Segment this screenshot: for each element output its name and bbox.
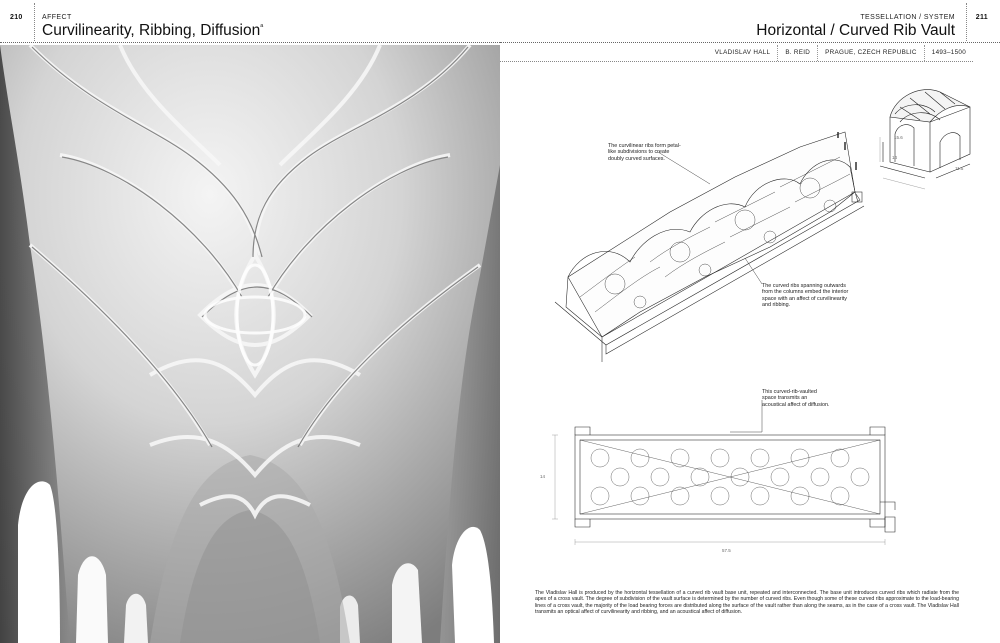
meta-location: PRAGUE, CZECH REPUBLIC	[817, 45, 924, 61]
left-header-rule	[0, 42, 500, 43]
project-meta-row	[708, 45, 973, 61]
left-page-number: 210	[10, 14, 23, 21]
dim-plan-length: 57.5	[722, 548, 731, 553]
hall-plan	[575, 427, 895, 532]
left-section-label: AFFECT	[42, 14, 72, 21]
unit-axonometric	[880, 90, 970, 178]
right-page-title: Horizontal / Curved Rib Vault	[756, 22, 955, 39]
body-paragraph: The Vladislav Hall is produced by the horizontal tessellation of a curved rib vault base unit, repeated and interconnected. The base unit introduces curved ribs which radiate from the apex of a cross vault. The degree of subdivision of the vault surface is determined by the number of curved ribs. Even though some of these curved ribs approximate to the load-bearing lines of a cross vault, the majority of the load bearing forces are distributed along the surface of the vault rather than along the seams, as in the case of a cross vault. The Vladislav Hall transmits an optical affect of curvilinearity and ribbing, and an acoustical affect of diffusion.	[535, 590, 959, 615]
hall-axonometric	[555, 132, 864, 362]
left-page-title	[42, 22, 263, 40]
left-title-mark: ᵃ	[260, 22, 264, 31]
meta-architect: B. REID	[777, 45, 817, 61]
annotation-spanning: The curved ribs spanning outwards from the columns embed the interior space with an affect of curvilinearity and ribbing.	[762, 283, 849, 308]
right-page	[500, 0, 1000, 643]
dim-bay-height: 15.6	[894, 135, 903, 140]
vault-photo	[0, 45, 500, 643]
vault-photo-drawing	[0, 45, 500, 643]
left-title-text: Curvilinearity, Ribbing, Diffusion	[42, 22, 261, 40]
right-page-number: 211	[975, 14, 988, 21]
annotation-acoustic: This curved-rib-vaulted space transmits an acoustical affect of diffusion.	[762, 389, 830, 408]
right-header-divider	[966, 3, 967, 41]
dim-plan-width: 14	[540, 474, 546, 479]
meta-building: VLADISLAV HALL	[714, 49, 771, 56]
annotation-petal: The curvilinear ribs form petal-like subdivisions to create doubly curved surfaces.	[608, 143, 681, 162]
left-header-divider	[34, 3, 35, 41]
right-section-label: TESSELLATION / SYSTEM	[860, 14, 955, 21]
right-header-rule	[500, 42, 1000, 43]
dim-bay-depth: 14	[892, 155, 898, 160]
dim-bay-width: 11.5	[955, 166, 964, 171]
vault-drawings	[500, 62, 1000, 582]
meta-years: 1493–1500	[924, 45, 973, 61]
